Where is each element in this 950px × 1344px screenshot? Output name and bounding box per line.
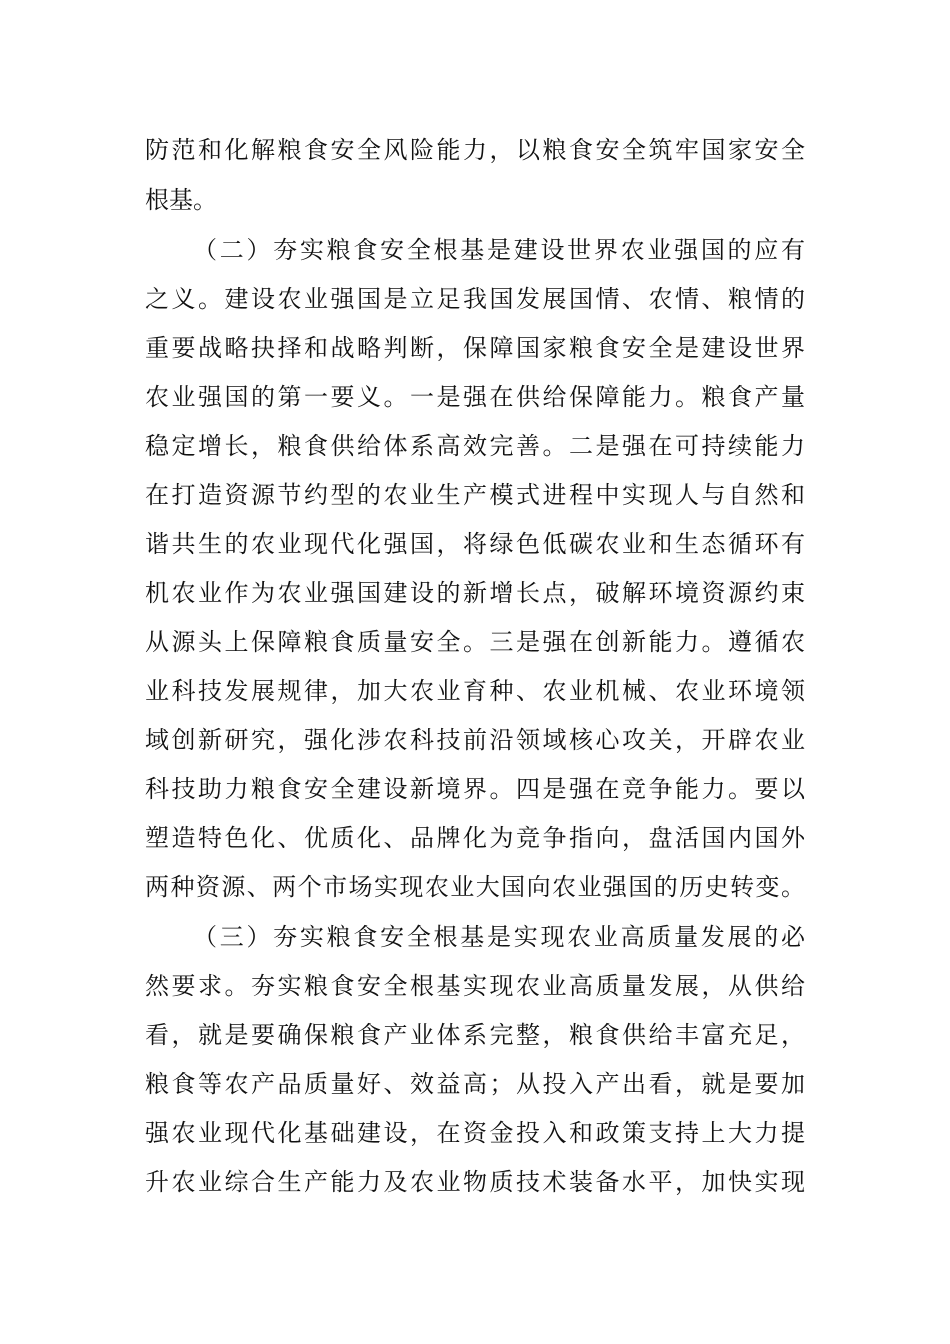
text-line: （三）夯实粮食安全根基是实现农业高质量发展的必 [193, 923, 805, 951]
text-line: 强农业现代化基础建设，在资金投入和政策支持上大力提 [145, 1119, 805, 1147]
text-line: 防范和化解粮食安全风险能力，以粮食安全筑牢国家安全 [145, 136, 805, 164]
text-line: 域创新研究，强化涉农科技前沿领域核心攻关，开辟农业 [145, 726, 805, 754]
text-line: 谐共生的农业现代化强国，将绿色低碳农业和生态循环有 [145, 530, 805, 558]
text-line: 机农业作为农业强国建设的新增长点，破解环境资源约束 [145, 579, 805, 607]
text-line: 两种资源、两个市场实现农业大国向农业强国的历史转变。 [145, 873, 805, 901]
text-line: 根基。 [145, 186, 217, 214]
text-line: 业科技发展规律，加大农业育种、农业机械、农业环境领 [145, 677, 805, 705]
text-line: 稳定增长，粮食供给体系高效完善。二是强在可持续能力 [145, 432, 805, 460]
text-line: 看，就是要确保粮食产业体系完整，粮食供给丰富充足， [145, 1021, 805, 1049]
text-line: 粮食等农产品质量好、效益高；从投入产出看，就是要加 [145, 1070, 805, 1098]
text-line: （二）夯实粮食安全根基是建设世界农业强国的应有 [193, 236, 805, 264]
text-line: 升农业综合生产能力及农业物质技术装备水平，加快实现 [145, 1168, 805, 1196]
text-line: 然要求。夯实粮食安全根基实现农业高质量发展，从供给 [145, 972, 805, 1000]
text-line: 之义。建设农业强国是立足我国发展国情、农情、粮情的 [145, 285, 805, 313]
text-line: 从源头上保障粮食质量安全。三是强在创新能力。遵循农 [145, 628, 805, 656]
text-line: 农业强国的第一要义。一是强在供给保障能力。粮食产量 [145, 383, 805, 411]
text-line: 塑造特色化、优质化、品牌化为竞争指向，盘活国内国外 [145, 824, 805, 852]
text-line: 重要战略抉择和战略判断，保障国家粮食安全是建设世界 [145, 334, 805, 362]
text-line: 科技助力粮食安全建设新境界。四是强在竞争能力。要以 [145, 775, 805, 803]
text-line: 在打造资源节约型的农业生产模式进程中实现人与自然和 [145, 481, 805, 509]
